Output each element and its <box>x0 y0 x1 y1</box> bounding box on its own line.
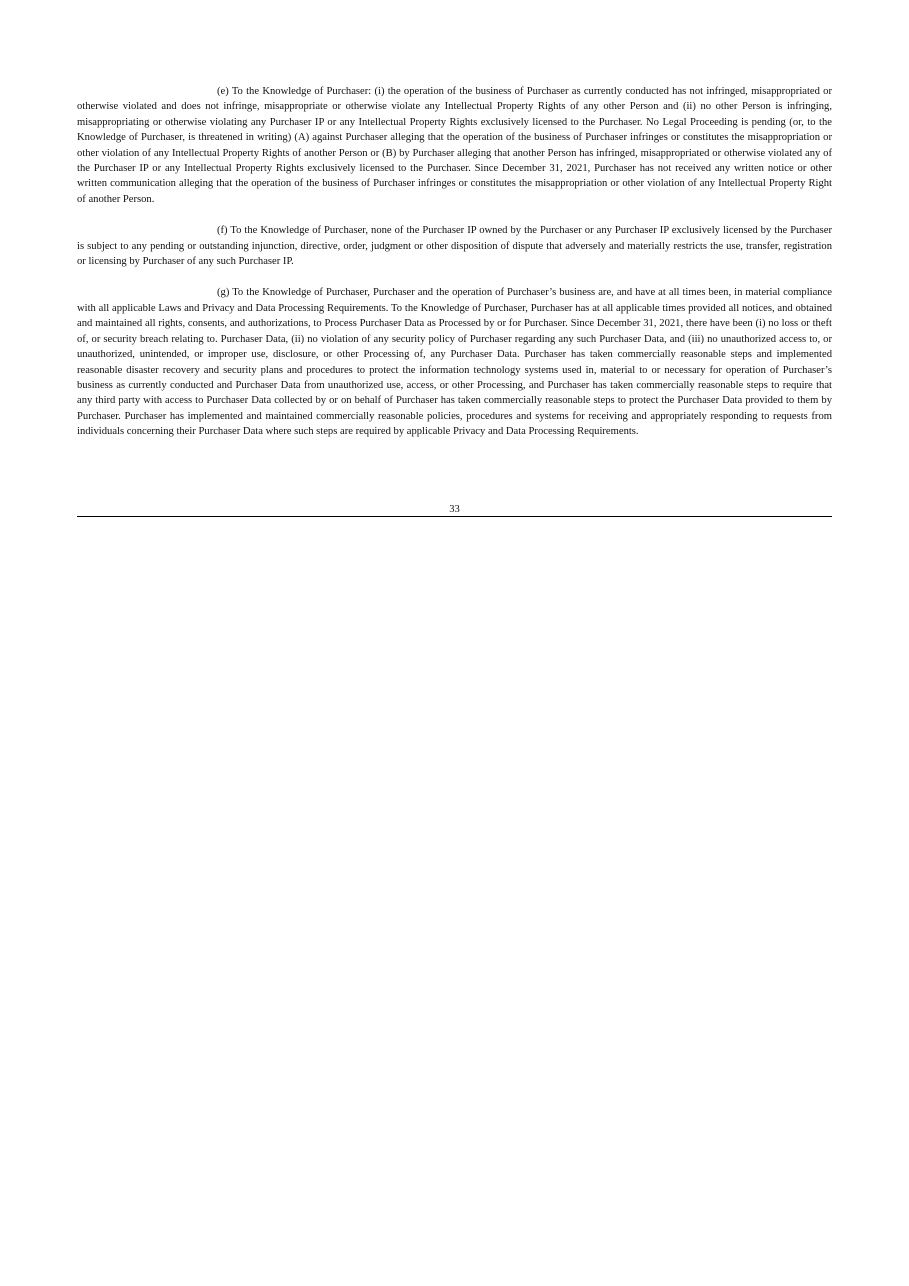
paragraph-e: (e) To the Knowledge of Purchaser: (i) the operation of the business of Purchaser as currently conducted has not infringed, misappropriated or otherwise violated and does not infringe, misappropriate or otherwise violate any Intellectual Property Rights of any other Person and (ii) no other Person is infringing, misappropriating or otherwise violating any Purchaser IP or any Intellectual Property Rights exclusively licensed to the Purchaser. No Legal Proceeding is pending (or, to the Knowledge of Purchaser, is threatened in writing) (A) against Purchaser alleging that the operation of the business of Purchaser infringes or constitutes the misappropriation or other violation of any Intellectual Property Rights of another Person or (B) by Purchaser alleging that another Person has infringed, misappropriated or otherwise violated any of the Purchaser IP or any Intellectual Property Rights exclusively licensed to the Purchaser. Since December 31, 2021, Purchaser has not received any written notice or other written communication alleging that the operation of the business of Purchaser infringes or constitutes the misappropriation or other violation of any Intellectual Property Right of another Person. <box>77 86 832 205</box>
page-number: 33 <box>449 504 460 515</box>
paragraph-f: (f) To the Knowledge of Purchaser, none of the Purchaser IP owned by the Purchaser or any Purchaser IP exclusively licensed by the Purchaser is subject to any pending or outstanding injunction, directive, order, judgment or other disposition of dispute that adversely and materially restricts the use, transfer, registration or licensing by Purchaser of any such Purchaser IP. <box>77 225 832 268</box>
paragraph-g: (g) To the Knowledge of Purchaser, Purchaser and the operation of Purchaser’s business are, and have at all times been, in material compliance with all applicable Laws and Privacy and Data Processing Requirements. To the Knowledge of Purchaser, Purchaser has at all applicable times provided all notices, and obtained and maintained all rights, consents, and authorizations, to Process Purchaser Data as Processed by or for Purchaser. Since December 31, 2021, there have been (i) no loss or theft of, or security breach relating to. Purchaser Data, (ii) no violation of any security policy of Purchaser regarding any such Purchaser Data, and (iii) no unauthorized access to, or unauthorized, unintended, or improper use, disclosure, or other Processing of, any Purchaser Data. Purchaser has taken commercially reasonable steps and implemented reasonable disaster recovery and security plans and procedures to protect the information technology systems used in, material to or necessary for operation of Purchaser’s business as currently conducted and Purchaser Data from unauthorized use, access, or other Processing, and Purchaser has taken commercially reasonable steps to require that any third party with access to Purchaser Data collected by or on behalf of Purchaser has taken commercially reasonable steps to protect the Purchaser Data provided to them by Purchaser. Purchaser has implemented and maintained commercially reasonable policies, procedures and systems for receiving and appropriately responding to requests from individuals concerning their Purchaser Data where such steps are required by applicable Privacy and Data Processing Requirements. <box>77 287 832 438</box>
document-body <box>77 84 832 456</box>
footer-divider <box>77 516 832 517</box>
